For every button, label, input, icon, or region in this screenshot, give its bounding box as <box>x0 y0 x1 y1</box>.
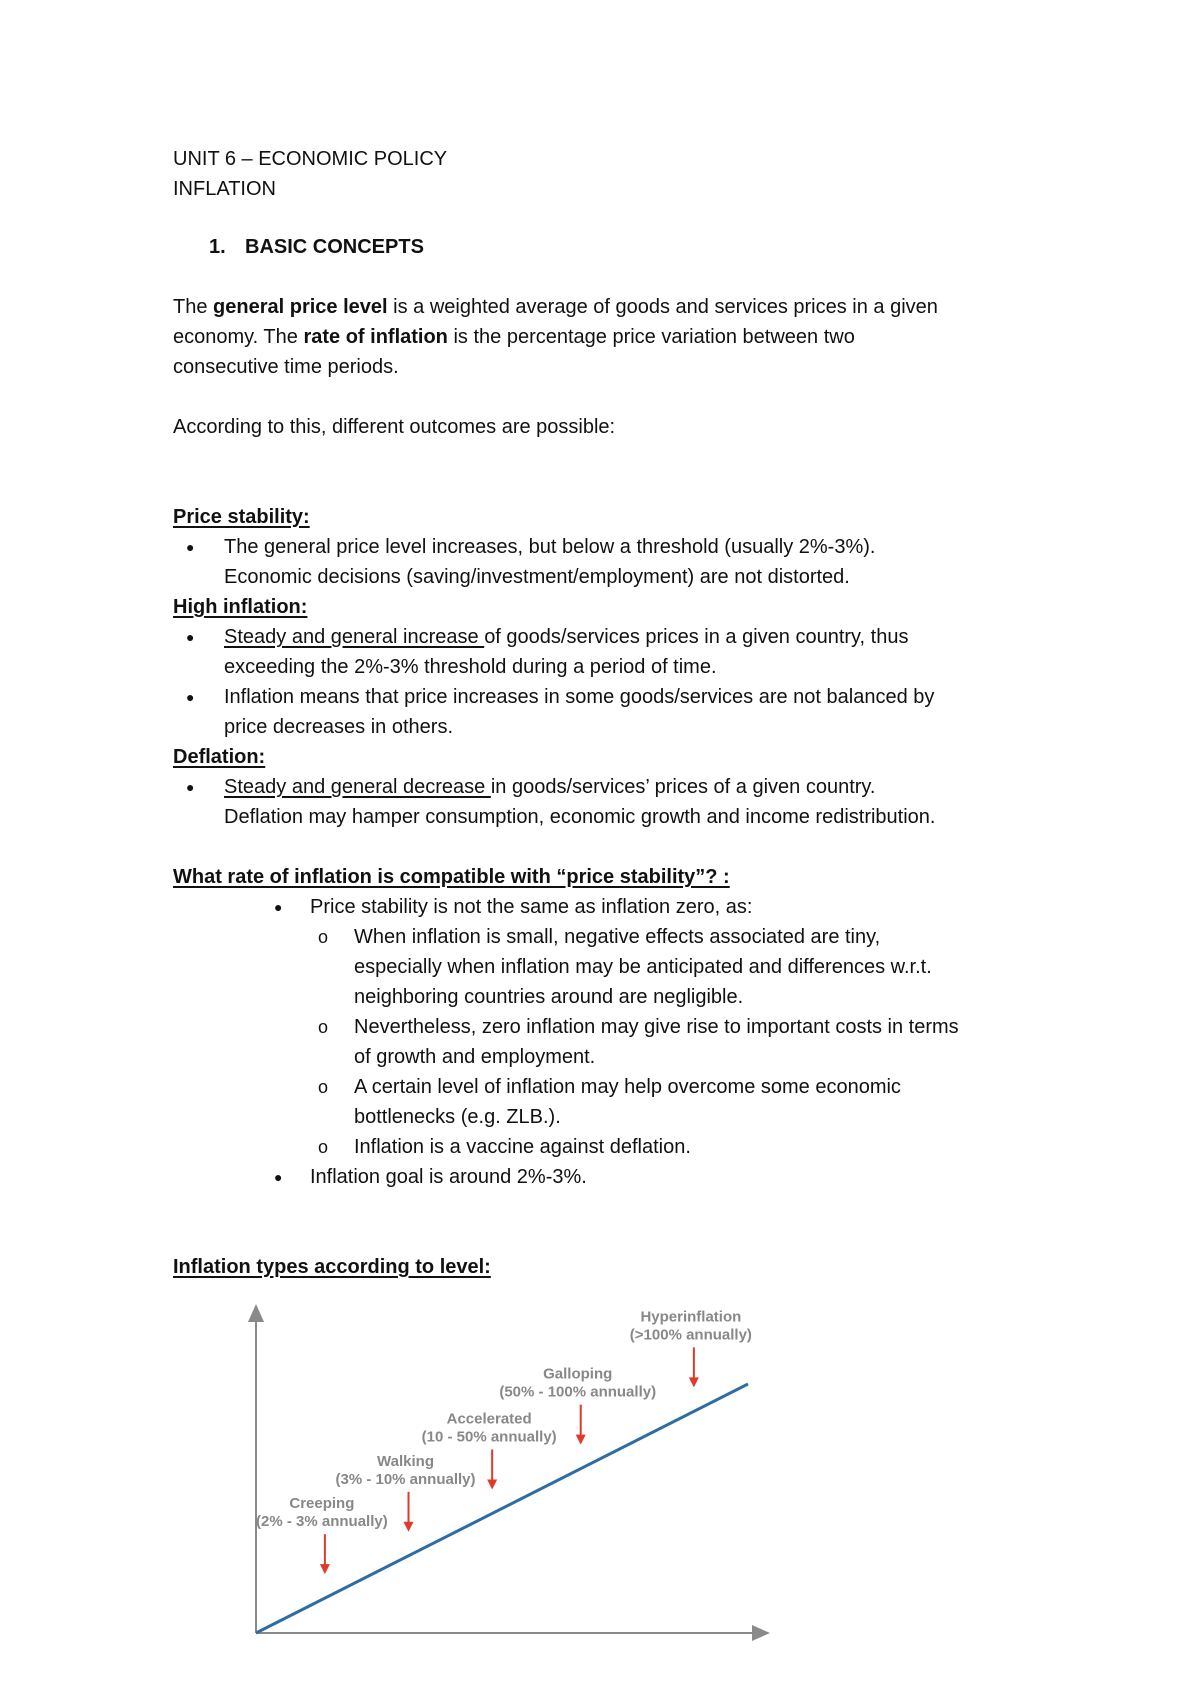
price-stability-heading: Price stability: <box>173 506 310 528</box>
deflation-bullet-1: Steady and general decrease in goods/services’ prices of a given country. <box>224 776 876 798</box>
sub-point-1-line-3: neighboring countries around are negligible. <box>354 986 744 1008</box>
bullet-icon: ● <box>186 779 195 795</box>
section-title: BASIC CONCEPTS <box>245 236 424 258</box>
annotation-range: (2% - 3% annually) <box>256 1513 388 1531</box>
arrow-head-icon <box>689 1377 699 1387</box>
bullet-icon: ● <box>186 689 195 705</box>
circle-bullet-icon: o <box>318 927 329 947</box>
arrow-head-icon <box>576 1435 586 1445</box>
arrow-head-icon <box>487 1479 497 1489</box>
intro-line-3: consecutive time periods. <box>173 356 399 378</box>
high-inflation-heading: High inflation: <box>173 596 308 618</box>
high-inflation-bullet-2: Inflation means that price increases in some goods/services are not balanced by <box>224 686 935 708</box>
high-inflation-bullet-2-cont: price decreases in others. <box>224 716 454 738</box>
sub-point-3-line-2: bottlenecks (e.g. ZLB.). <box>354 1106 561 1128</box>
intro-line-2: economy. The rate of inflation is the percentage price variation between two <box>173 326 855 348</box>
sub-point-2-line-2: of growth and employment. <box>354 1046 596 1068</box>
price-stability-line-1: The general price level increases, but below a threshold (usually 2%-3%). <box>224 536 876 558</box>
circle-bullet-icon: o <box>318 1017 329 1037</box>
deflation-heading: Deflation: <box>173 746 266 768</box>
bullet-icon: ● <box>274 1169 283 1185</box>
annotation-name: Walking <box>377 1452 434 1470</box>
circle-bullet-icon: o <box>318 1137 329 1157</box>
term-general-price-level: general price level <box>213 296 388 318</box>
annotation-range: (>100% annually) <box>629 1326 752 1344</box>
price-stability-line-2: Economic decisions (saving/investment/employment) are not distorted. <box>224 566 850 588</box>
sub-point-1-line-1: When inflation is small, negative effects associated are tiny, <box>354 926 881 948</box>
inflation-types-heading: Inflation types according to level: <box>173 1256 491 1278</box>
intro-line-1: The general price level is a weighted average of goods and services prices in a given <box>173 296 938 318</box>
arrow-head-icon <box>320 1564 330 1574</box>
annotation-name: Accelerated <box>446 1410 532 1428</box>
sub-point-1-line-2: especially when inflation may be anticipated and differences w.r.t. <box>354 956 932 978</box>
intro-line-4: According to this, different outcomes are possible: <box>173 416 616 438</box>
annotation-range: (3% - 10% annually) <box>335 1470 476 1488</box>
section-number: 1. <box>209 236 226 258</box>
annotation-name: Hyperinflation <box>640 1308 742 1326</box>
bullet-icon: ● <box>186 629 195 645</box>
arrow-head-icon <box>404 1522 414 1532</box>
high-inflation-bullet-1: Steady and general increase of goods/services prices in a given country, thus <box>224 626 909 648</box>
high-inflation-bullet-1-cont: exceeding the 2%-3% threshold during a period of time. <box>224 656 717 678</box>
sub-point-3-line-1: A certain level of inflation may help overcome some economic <box>354 1076 901 1098</box>
sub-point-2-line-1: Nevertheless, zero inflation may give rise to important costs in terms <box>354 1016 959 1038</box>
circle-bullet-icon: o <box>318 1077 329 1097</box>
bullet-icon: ● <box>274 899 283 915</box>
term-rate-of-inflation: rate of inflation <box>303 326 448 348</box>
topic-title: INFLATION <box>173 178 276 200</box>
unit-title: UNIT 6 – ECONOMIC POLICY <box>173 148 448 170</box>
compatible-bullet-1: Price stability is not the same as inflation zero, as: <box>310 896 753 918</box>
compatible-heading: What rate of inflation is compatible with “price stability”? : <box>173 866 730 888</box>
bullet-icon: ● <box>186 539 195 555</box>
deflation-bullet-1-cont: Deflation may hamper consumption, economic growth and income redistribution. <box>224 806 936 828</box>
annotation-range: (50% - 100% annually) <box>499 1383 657 1401</box>
annotation-name: Creeping <box>289 1495 355 1513</box>
annotation-name: Galloping <box>543 1365 613 1383</box>
compatible-bullet-2: Inflation goal is around 2%-3%. <box>310 1166 587 1188</box>
sub-point-4: Inflation is a vaccine against deflation. <box>354 1136 691 1158</box>
annotation-range: (10 - 50% annually) <box>421 1428 557 1446</box>
